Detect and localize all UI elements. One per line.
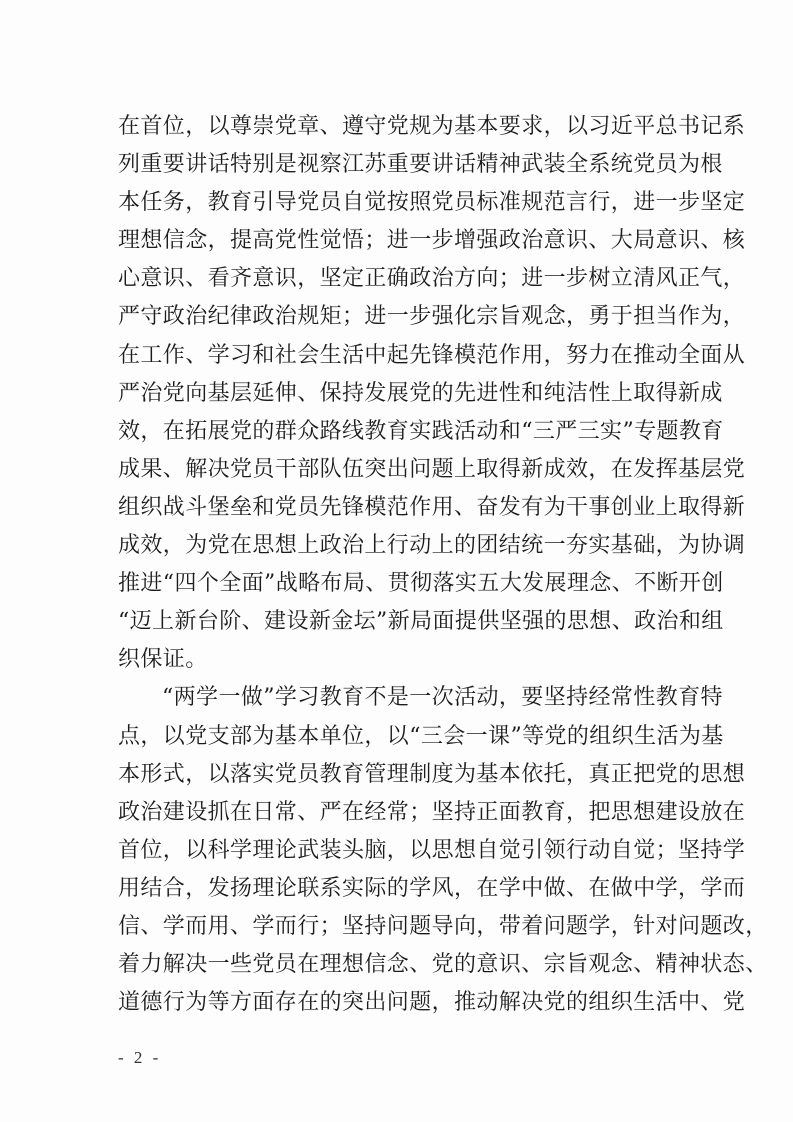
text-line: 组织战斗堡垒和党员先锋模范作用、奋发有为干事创业上取得新: [118, 494, 746, 520]
text-line: 着力解决一些党员在理想信念、党的意识、宗旨观念、精神状态、: [118, 952, 768, 978]
text-line: 首位，以科学理论武装头脑，以思想自觉引领行动自觉；坚持学: [118, 837, 746, 863]
text-line: 在首位，以尊崇党章、遵守党规为基本要求，以习近平总书记系: [118, 114, 746, 139]
text-line: 心意识、看齐意识，坚定正确政治方向；进一步树立清风正气，: [118, 266, 746, 292]
text-line: 政治建设抓在日常、严在经常；坚持正面教育，把思想建设放在: [118, 799, 746, 825]
text-line: 效，在拓展党的群众路线教育实践活动和“三严三实”专题教育: [118, 418, 724, 444]
text-line: 在工作、学习和社会生活中起先锋模范作用，努力在推动全面从: [118, 342, 746, 368]
text-line: 理想信念，提高党性觉悟；进一步增强政治意识、大局意识、核: [118, 228, 746, 254]
body-text: [118, 108, 768, 1022]
text-line: 成果、解决党员干部队伍突出问题上取得新成效，在发挥基层党: [118, 456, 746, 482]
text-line: 列重要讲话特别是视察江苏重要讲话精神武装全系统党员为根: [118, 152, 723, 178]
text-line: 点，以党支部为基本单位，以“三会一课”等党的组织生活为基: [118, 723, 724, 749]
paragraph-2: [118, 679, 768, 1022]
text-line: 用结合，发扬理论联系实际的学风，在学中做、在做中学，学而: [118, 875, 746, 901]
text-line: 道德行为等方面存在的突出问题，推动解决党的组织生活中、党: [118, 990, 746, 1016]
text-line: 推进“四个全面”战略布局、贯彻落实五大发展理念、不断开创: [118, 571, 724, 597]
text-line: 本形式，以落实党员教育管理制度为基本依托，真正把党的思想: [118, 761, 746, 787]
text-line: 本任务，教育引导党员自觉按照党员标准规范言行，进一步坚定: [118, 190, 746, 216]
text-line: 严治党向基层延伸、保持发展党的先进性和纯洁性上取得新成: [118, 380, 723, 406]
text-line: 信、学而用、学而行；坚持问题导向，带着问题学，针对问题改，: [118, 913, 768, 939]
text-line: 成效，为党在思想上政治上行动上的团结统一夯实基础，为协调: [118, 533, 746, 559]
paragraph-1: [118, 108, 746, 679]
text-line: “两学一做”学习教育不是一次活动，要坚持经常性教育特: [162, 685, 723, 711]
page-number: - 2 -: [118, 1048, 162, 1067]
text-line: 严守政治纪律政治规矩；进一步强化宗旨观念，勇于担当作为，: [118, 304, 746, 330]
text-line: “迈上新台阶、建设新金坛”新局面提供坚强的思想、政治和组: [118, 609, 724, 635]
text-line: 织保证。: [118, 647, 208, 673]
